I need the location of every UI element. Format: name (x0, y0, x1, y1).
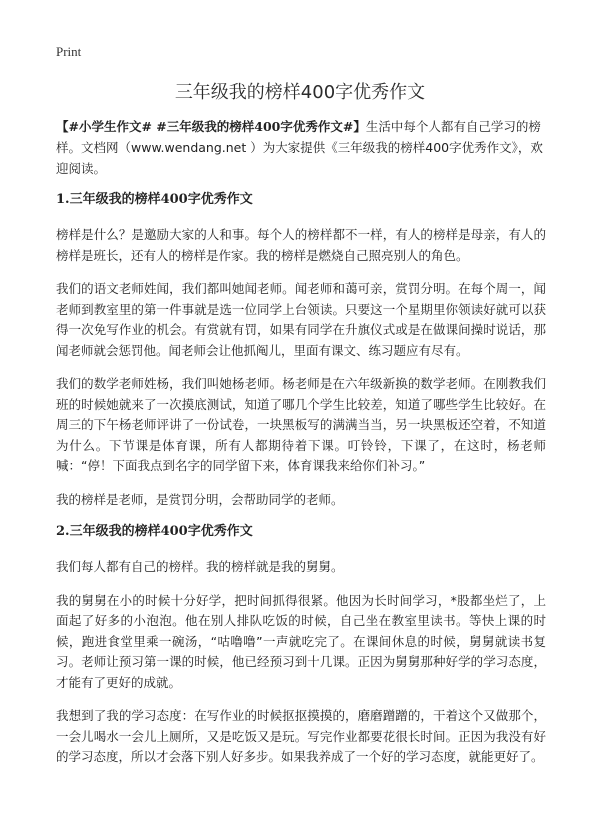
print-label: Print (56, 44, 82, 59)
intro-tags: 【#小学生作文# #三年级我的榜样400字优秀作文#】 (56, 119, 366, 134)
section-2-paragraph-1: 我们每人都有自己的榜样。我的榜样就是我的舅舅。 (56, 559, 344, 574)
intro-paragraph (56, 116, 546, 179)
section-1-paragraph-4: 我的榜样是老师，是赏罚分明，会帮助同学的老师。 (56, 491, 344, 507)
section-1-paragraph-1: 榜样是什么？是邀励大家的人和事。每个人的榜样都不一样，有人的榜样是母亲，有人的榜样是班长，还有人的榜样是作家。我的榜样是燃烧自己照亮别人的角色。 (56, 227, 546, 263)
section-heading-2: 2.三年级我的榜样400字优秀作文 (56, 524, 253, 539)
section-2-paragraph-2: 我的舅舅在小的时候十分好学，把时间抓得很紧。他因为长时间学习，*股都坐烂了，上面起了好多的小泡泡。他在别人排队吃饭的时候，自己坐在教室里读书。等快上课的时候，跑进食堂里乘一碗汤，“咕噜噜”一声就吃完了。在课间休息的时候，舅舅就读书复习。老师让预习第一课的时候，他已经预习到十几课。正因为舅舅那种好学的学习态度，才能有了更好的成就。 (56, 592, 546, 690)
section-1-paragraph-3: 我们的数学老师姓杨，我们叫她杨老师。杨老师是在六年级新换的数学老师。在刚教我们班的时候她就来了一次摸底测试，知道了哪几个学生比较差，知道了哪些学生比较好。在周三的下午杨老师评讲了一份试卷，一块黑板写的满满当当，另一块黑板还空着，不知道为什么。下节课是体育课，所有人都期待着下课。叮铃铃，下课了，在这时，杨老师喊：“停！下面我点到名字的同学留下来，体育课我来给你们补习。” (56, 376, 546, 473)
section-1-paragraph-2: 我们的语文老师姓闻，我们都叫她闻老师。闻老师和蔼可亲，赏罚分明。在每个周一，闻老师到教室里的第一件事就是选一位同学上台领读。只要这一个星期里你领读好就可以获得一次免写作业的机会。有赏就有罚，如果有同学在升旗仪式或是在做课间操时说话，那闻老师就会惩罚他。闻老师会让他抓阄儿，里面有课文、练习题应有尽有。 (56, 281, 546, 358)
section-heading-1: 1.三年级我的榜样400字优秀作文 (56, 192, 253, 207)
document-body (56, 116, 546, 781)
intro-text: 生活中每个人都有自己学习的榜样。文档网（www.wendang.net ）为大家提供《三年级我的榜样400字优秀作文》，欢迎阅读。 (56, 119, 543, 176)
section-2-paragraph-3: 我想到了我的学习态度：在写作业的时候抠抠摸摸的，磨磨蹭蹭的，干着这个又做那个，一会儿喝水一会儿上厕所，又是吃饭又是玩。写完作业都要花很长时间。正因为我没有好的学习态度，所以才会落下别人好多步。如果我养成了一个好的学习态度，就能更好了。 (56, 708, 546, 764)
document-title: 三年级我的榜样400字优秀作文 (174, 82, 426, 103)
